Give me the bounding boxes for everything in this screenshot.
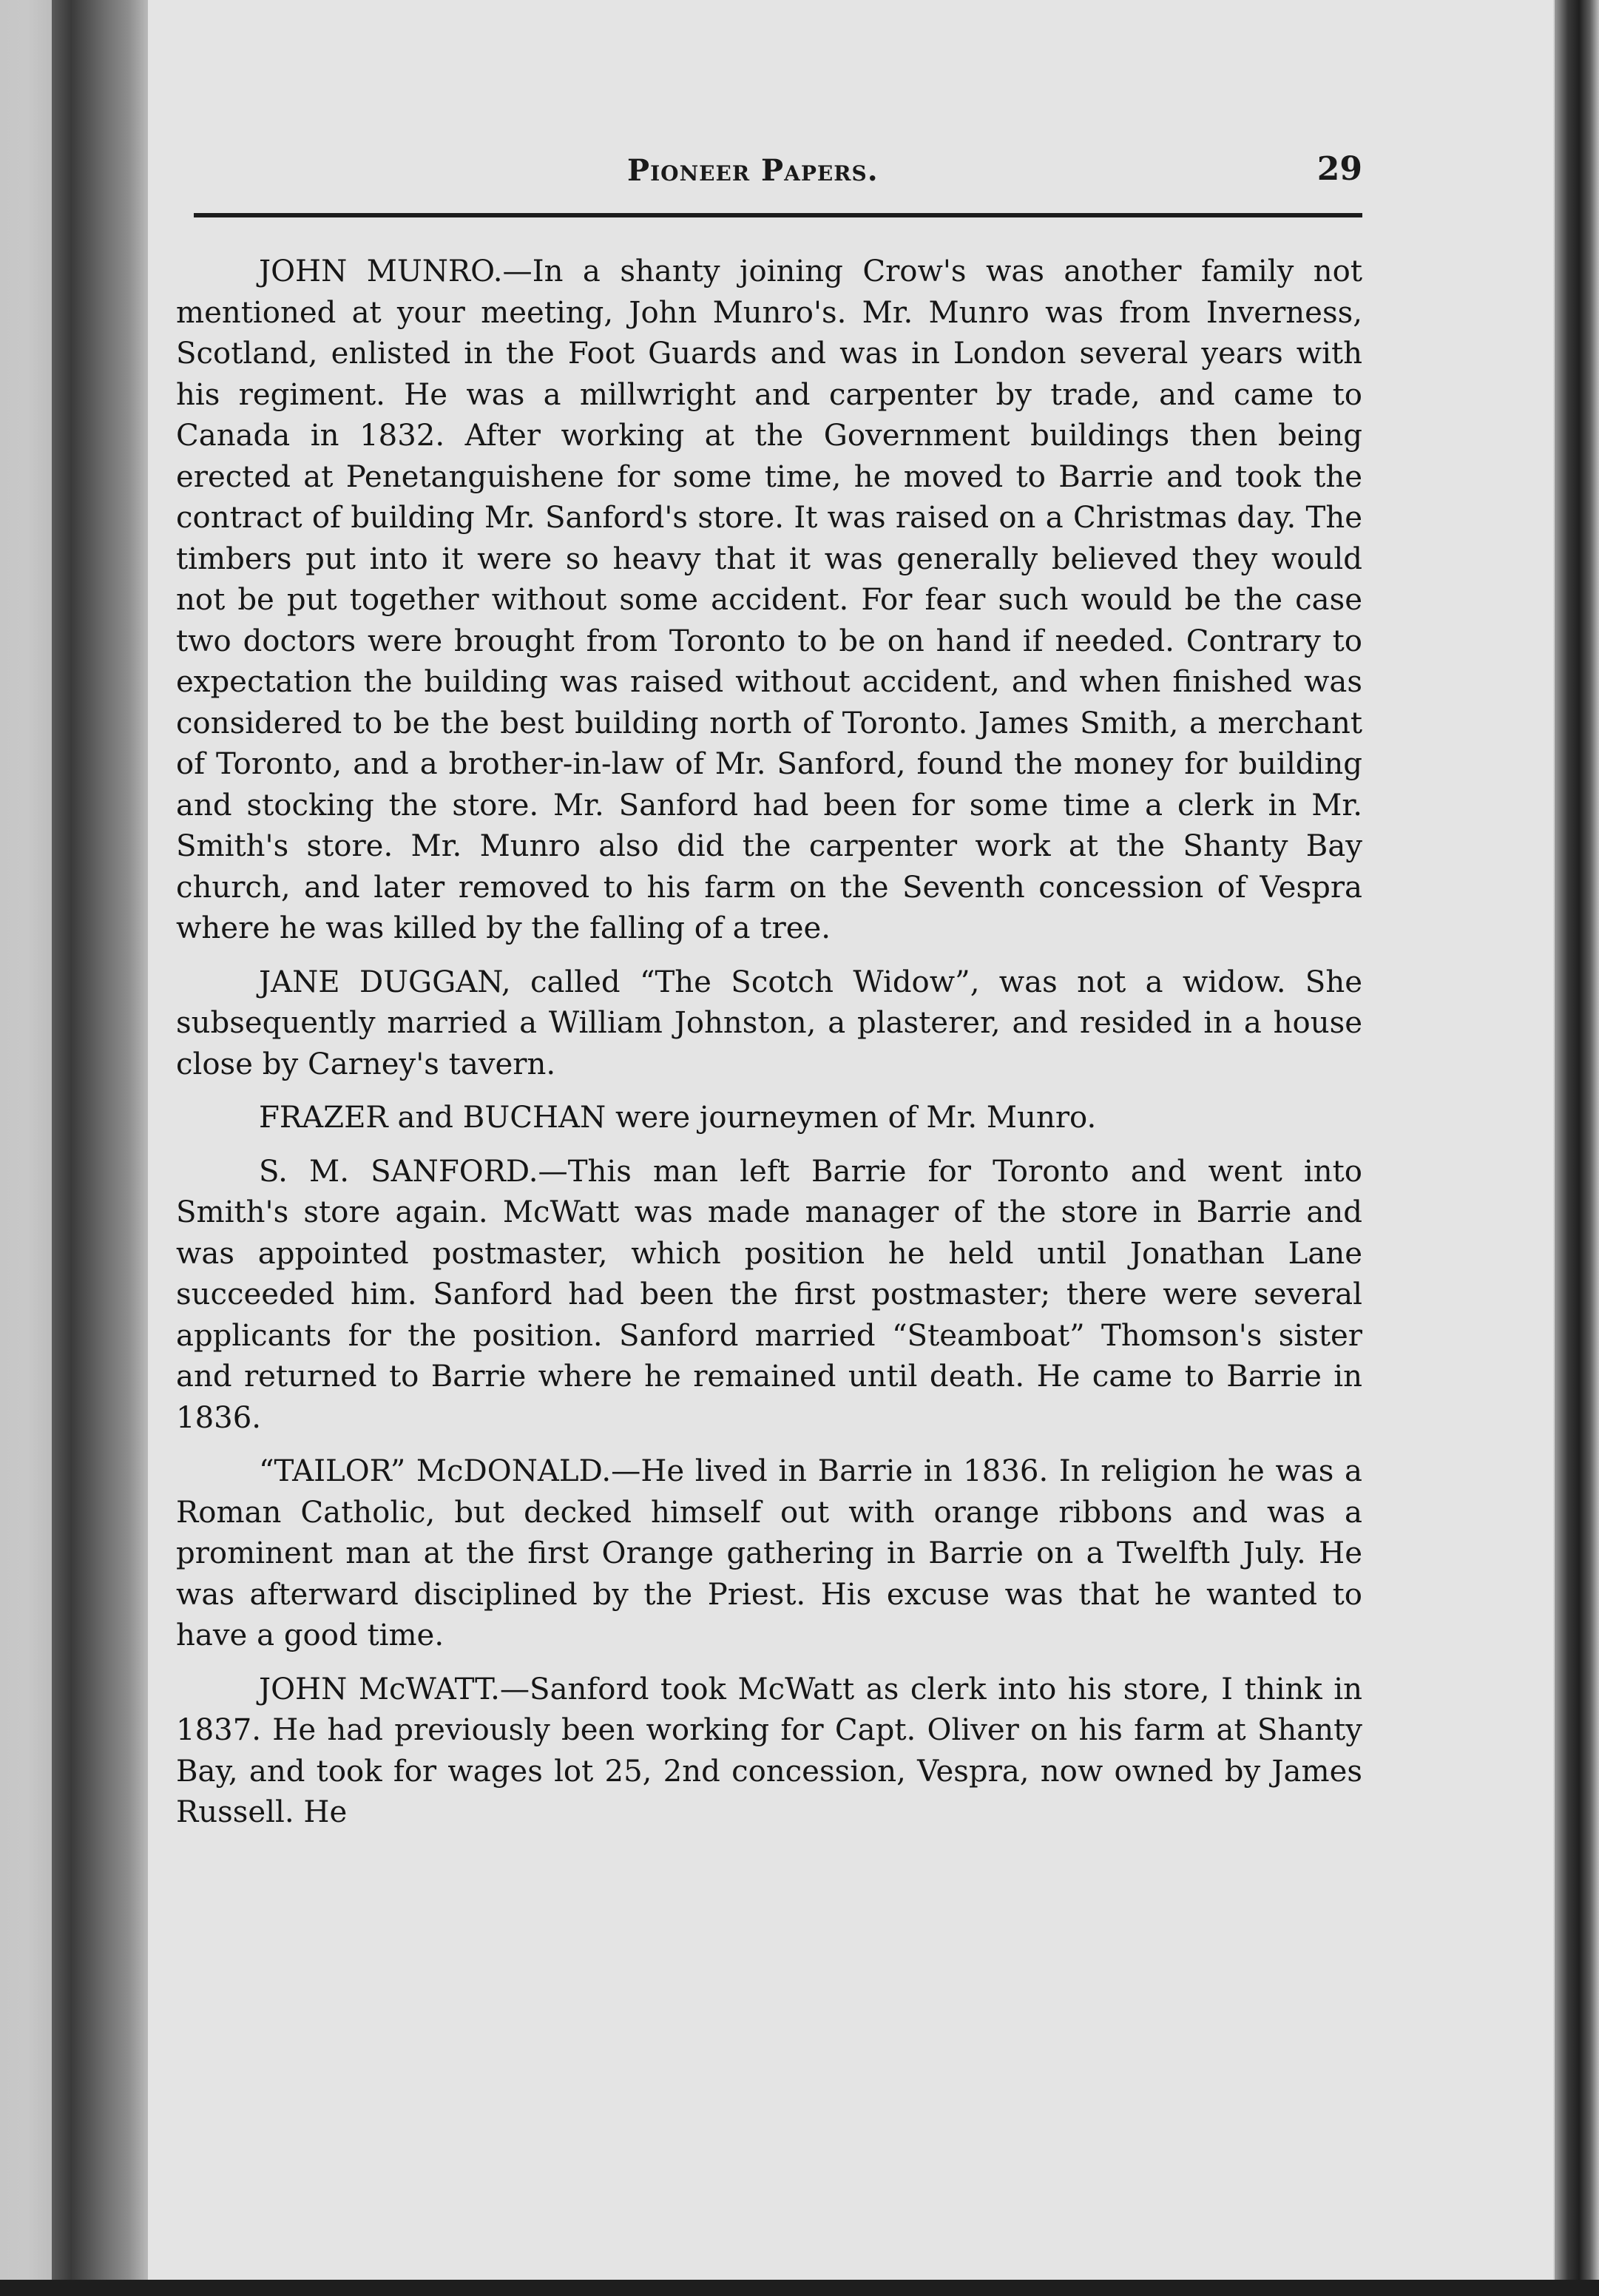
paragraph-text: —In a shanty joining Crow's was another family not mentioned at your meeting, John Munro's. Mr. Munro was from Inverness, Scotland, enlisted in the Foot Guards and was in London several years with his regiment. He was a millwright and carpenter by trade, and came to Canada in 1832. After working at the Government buildings then being erected at Penetanguishene for some time, he moved to Barrie and took the contract of building Mr. Sanford's store. It was raised on a Christmas day. The timbers put into it were so heavy that it was generally believed they would not be put together without some accident. For fear such would be the case two doctors were brought from Toronto to be on hand if needed. Contrary to expectation the building was raised without accident, and when finished was considered to be the best building north of Toronto. James Smith, a merchant of Toronto, and a brother-in-law of Mr. Sanford, found the money for building and stocking the store. Mr. Sanford had been for some time a clerk in Mr. Smith's store. Mr. Munro also did the carpenter work at the Shanty Bay church, and later removed to his farm on the Seventh concession of Vespra where he was killed by the falling of a tree. (176, 254, 1362, 945)
scan-bottom-edge (0, 2280, 1599, 2296)
paragraph-frazer-buchan (176, 1098, 1362, 1139)
paragraph-text: and BUCHAN were journeymen of Mr. Munro. (388, 1101, 1097, 1135)
running-head: Pioneer Papers. (627, 153, 879, 188)
paragraph-lead: FRAZER (259, 1101, 388, 1135)
paragraph-lead: JOHN MUNRO. (259, 254, 503, 288)
paragraph-text: called “The Scotch Widow”, was not a widow. She subsequently married a William Johnston, a plasterer, and resided in a house close by Carney's tavern. (176, 965, 1362, 1081)
page-number: 29 (1316, 150, 1362, 188)
paragraph-lead: S. M. SANFORD. (259, 1154, 538, 1189)
body-text (176, 251, 1362, 1834)
page-header (194, 144, 1362, 196)
paragraph-lead: JANE DUGGAN, (259, 965, 511, 999)
paragraph-tailor-mcdonald (176, 1451, 1362, 1657)
book-spine-shadow (52, 0, 148, 2296)
paragraph-lead: “TAILOR” McDONALD. (259, 1454, 612, 1488)
paragraph-jane-duggan (176, 962, 1362, 1086)
header-rule (194, 213, 1362, 217)
paragraph-john-munro (176, 251, 1362, 950)
paragraph-text: —Sanford took McWatt as clerk into his store, I think in 1837. He had previously been working for Capt. Oliver on his farm at Shanty Bay, and took for wages lot 25, 2nd concession, Vespra, now owned by James Russell. He (176, 1672, 1362, 1829)
paragraph-john-mcwatt (176, 1669, 1362, 1834)
scan-right-edge (1555, 0, 1599, 2296)
paragraph-text: —This man left Barrie for Toronto and went into Smith's store again. McWatt was made manager of the store in Barrie and was appointed postmaster, which position he held until Jonathan Lane succeeded him. Sanford had been the first postmaster; there were several applicants for the position. Sanford married “Steamboat” Thomson's sister and returned to Barrie where he remained until death. He came to Barrie in 1836. (176, 1154, 1362, 1435)
paragraph-sm-sanford (176, 1152, 1362, 1439)
paragraph-lead: JOHN McWATT. (259, 1672, 500, 1706)
paragraph-text: —He lived in Barrie in 1836. In religion he was a Roman Catholic, but decked himself out with orange ribbons and was a prominent man at the first Orange gathering in Barrie on a Twelfth July. He was afterward disciplined by the Priest. His excuse was that he wanted to have a good time. (176, 1454, 1363, 1652)
